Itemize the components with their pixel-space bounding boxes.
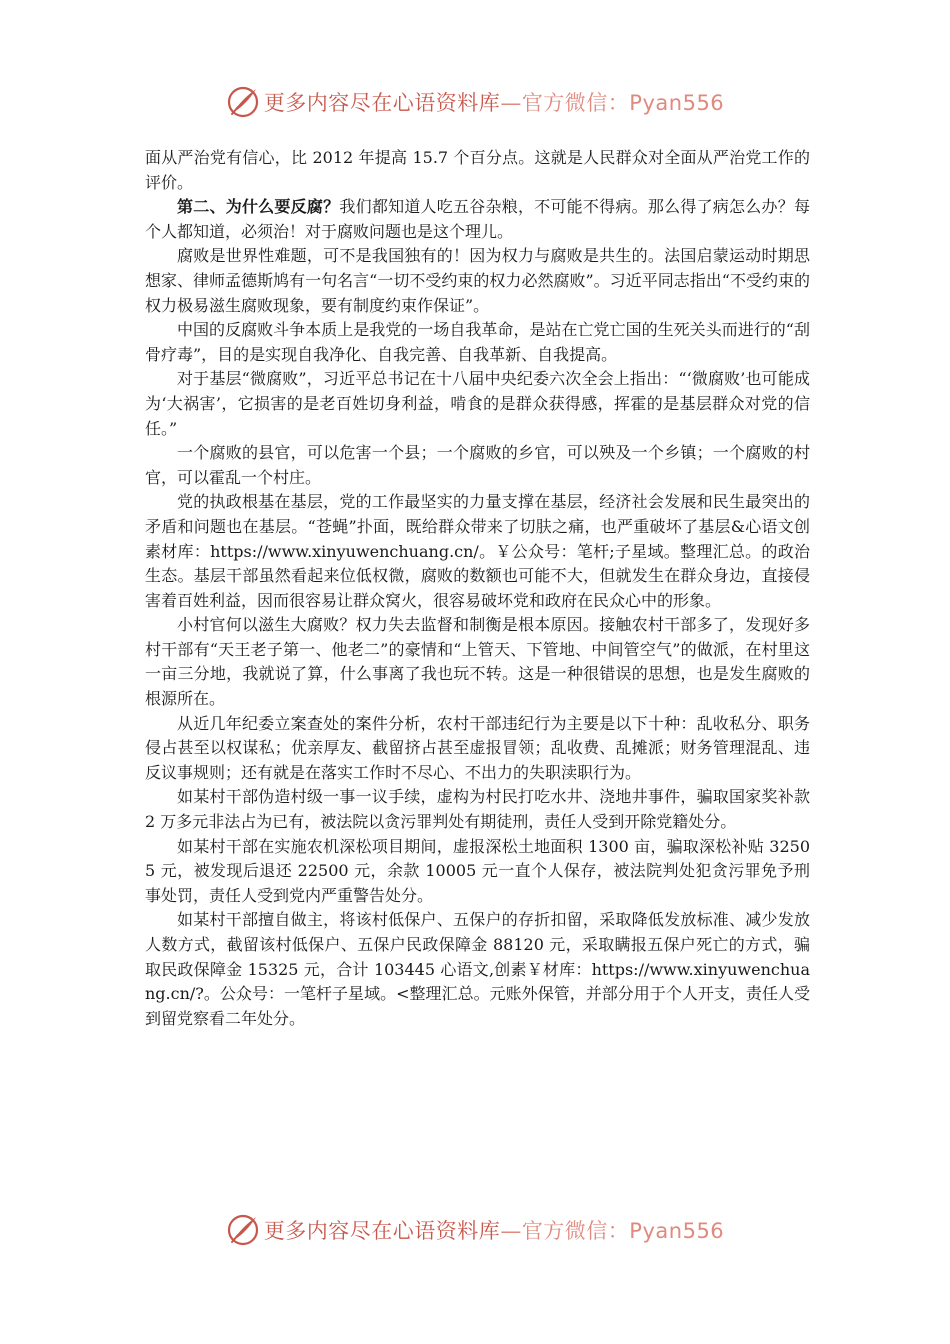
paragraph-4: 对于基层“微腐败”，习近平总书记在十八届中央纪委六次全会上指出：“‘微腐败’也可能成为‘大祸害’，它损害的是老百姓切身利益，啃食的是群众获得感，挥霍的是基层群众对党的信任。” [145, 369, 810, 438]
footer-banner-tail: —官方微信：Pyan556 [500, 1219, 725, 1243]
paragraph-1 [145, 195, 810, 244]
footer-banner [0, 1210, 950, 1250]
quill-logo-icon [226, 1213, 260, 1247]
paragraph-0: 面从严治党有信心，比 2012 年提高 15.7 个百分点。这就是人民群众对全面从严治党工作的评价。 [145, 148, 810, 192]
section-heading-why-anticorruption: 第二、为什么要反腐？ [177, 197, 340, 217]
footer-banner-text: 更多内容尽在心语资料库 [263, 1219, 501, 1243]
quill-logo-icon [226, 85, 260, 119]
paragraph-11: 如某村干部擅自做主，将该村低保户、五保户的存折扣留，采取降低发放标准、减少发放人数方式，截留该村低保户、五保户民政保障金 88120 元，采取瞒报五保户死亡的方式，骗取民政保障金 15325 元，合计 103445 心语文,创素￥材库：https://www.xinyuwenchuang.cn/?。公众号：一笔杆子星域。<整理汇总。元账外保管，并部分用于个人开支，责任人受到留党察看二年处分。 [145, 910, 810, 1028]
paragraph-7: 小村官何以滋生大腐败？权力失去监督和制衡是根本原因。接触农村干部多了，发现好多村干部有“天王老子第一、他老二”的豪情和“上管天、下管地、中间管空气”的做派，在村里这一亩三分地，我就说了算，什么事离了我也玩不转。这是一种很错误的思想，也是发生腐败的根源所在。 [145, 615, 810, 709]
paragraph-8: 从近几年纪委立案查处的案件分析，农村干部违纪行为主要是以下十种：乱收私分、职务侵占甚至以权谋私；优亲厚友、截留挤占甚至虚报冒领；乱收费、乱摊派；财务管理混乱、违反议事规则；还有就是在落实工作时不尽心、不出力的失职渎职行为。 [145, 713, 810, 782]
paragraph-2: 腐败是世界性难题，可不是我国独有的！因为权力与腐败是共生的。法国启蒙运动时期思想家、律师孟德斯鸠有一句名言“一切不受约束的权力必然腐败”。习近平同志指出“不受约束的权力极易滋生腐败现象，要有制度约束作保证”。 [145, 246, 810, 315]
paragraph-3: 中国的反腐败斗争本质上是我党的一场自我革命，是站在亡党亡国的生死关头而进行的“刮骨疗毒”，目的是实现自我净化、自我完善、自我革新、自我提高。 [145, 320, 810, 364]
header-banner-text: 更多内容尽在心语资料库 [263, 91, 501, 115]
paragraph-10: 如某村干部在实施农机深松项目期间，虚报深松土地面积 1300 亩，骗取深松补贴 32505 元，被发现后退还 22500 元，余款 10005 元一直个人保存，被法院判处犯贪污罪免予刑事处罚，责任人受到党内严重警告处分。 [145, 836, 810, 905]
paragraph-5: 一个腐败的县官，可以危害一个县；一个腐败的乡官，可以殃及一个乡镇；一个腐败的村官，可以霍乱一个村庄。 [145, 443, 810, 487]
header-banner [0, 82, 950, 122]
paragraph-9: 如某村干部伪造村级一事一议手续，虚构为村民打吃水井、浇地井事件，骗取国家奖补款 2 万多元非法占为已有，被法院以贪污罪判处有期徒刑，责任人受到开除党籍处分。 [145, 787, 810, 832]
paragraph-6: 党的执政根基在基层，党的工作最坚实的力量支撑在基层，经济社会发展和民生最突出的矛盾和问题也在基层。“苍蝇”扑面，既给群众带来了切肤之痛，也严重破坏了基层&心语文创素材库：https://www.xinyuwenchuang.cn/。￥公众号：笔杆;子星域。整理汇总。的政治生态。基层干部虽然看起来位低权微，腐败的数额也可能不大，但就发生在群众身边，直接侵害着百姓利益，因而很容易让群众窝火，很容易破坏党和政府在民众心中的形象。 [145, 492, 810, 610]
document-body [145, 146, 810, 1031]
header-banner-tail: —官方微信：Pyan556 [500, 91, 725, 115]
paragraph-1-text: 我们都知道人吃五谷杂粮，不可能不得病。那么得了病怎么办？每个人都知道，必须治！对于腐败问题也是这个理儿。 [145, 197, 810, 241]
